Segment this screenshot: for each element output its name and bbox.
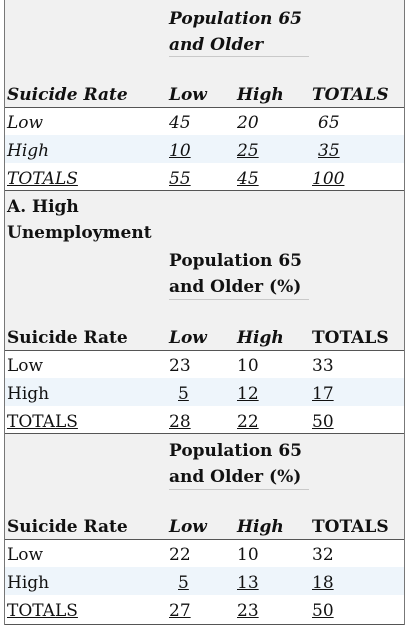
table2-row-label-header: Suicide Rate	[7, 328, 128, 348]
table3-cell: 18	[312, 573, 334, 593]
table3-bottom-rule	[5, 624, 404, 625]
table2-cell: 17	[312, 384, 334, 404]
table1-row-totals-label: TOTALS	[7, 169, 78, 189]
section-a-title-line2: Unemployment	[7, 223, 152, 243]
table1-row-low-band	[5, 107, 404, 135]
table2-row-totals-label: TOTALS	[7, 412, 78, 432]
table1-col-low: Low	[169, 85, 207, 105]
table3-cell: 23	[237, 601, 259, 621]
table1-cell: 65	[318, 113, 340, 133]
table1-cell: 10	[169, 141, 191, 161]
table2-cell: 33	[312, 356, 334, 376]
table3-col-low: Low	[169, 517, 207, 537]
section-a-title-line1: A. High	[7, 197, 79, 217]
table3-header-line1: Population 65	[169, 441, 302, 461]
table1-col-totals: TOTALS	[312, 85, 389, 105]
table3-cell: 50	[312, 601, 334, 621]
table1-cell: 45	[237, 169, 259, 189]
table2-cell: 5	[178, 384, 189, 404]
table1-cell: 35	[318, 141, 340, 161]
table3-header-rule	[5, 539, 404, 540]
table1-cell: 25	[237, 141, 259, 161]
table2-cell: 28	[169, 412, 191, 432]
table3-cell: 13	[237, 573, 259, 593]
table1-cell: 20	[237, 113, 259, 133]
table2-row-low-label: Low	[7, 356, 44, 376]
table1-cell: 100	[312, 169, 345, 189]
table2-row-high-band	[5, 378, 404, 406]
table3-cell: 10	[237, 545, 259, 565]
table1-header-underline	[169, 56, 309, 57]
table3-row-label-header: Suicide Rate	[7, 517, 128, 537]
table2-header-rule	[5, 350, 404, 351]
table3-cell: 22	[169, 545, 191, 565]
table3-row-high-band	[5, 567, 404, 595]
table1-row-high-band	[5, 135, 404, 163]
table2-header-line2: and Older (%)	[169, 277, 302, 297]
table3-header-underline	[169, 489, 309, 490]
table1-col-high: High	[237, 85, 284, 105]
table3-row-low-band	[5, 539, 404, 567]
table3-cell: 32	[312, 545, 334, 565]
document-page	[4, 0, 405, 625]
table2-cell: 22	[237, 412, 259, 432]
table1-cell: 55	[169, 169, 191, 189]
table1-header-line2: and Older	[169, 35, 264, 55]
table3-col-totals: TOTALS	[312, 517, 389, 537]
table1-header-rule	[5, 107, 404, 108]
table3-header-line2: and Older (%)	[169, 467, 302, 487]
table1-row-high-label: High	[7, 141, 50, 161]
table2-col-high: High	[237, 328, 284, 348]
table3-row-low-label: Low	[7, 545, 44, 565]
table2-cell: 23	[169, 356, 191, 376]
table2-cell: 12	[237, 384, 259, 404]
table1-cell: 45	[169, 113, 191, 133]
table3-cell: 27	[169, 601, 191, 621]
table1-row-label-header: Suicide Rate	[7, 85, 128, 105]
table2-col-low: Low	[169, 328, 207, 348]
table2-header-underline	[169, 299, 309, 300]
table1-header-line1: Population 65	[169, 9, 302, 29]
table2-header-line1: Population 65	[169, 251, 302, 271]
table2-cell: 10	[237, 356, 259, 376]
table3-row-high-label: High	[7, 573, 50, 593]
table3-cell: 5	[178, 573, 189, 593]
table2-row-low-band	[5, 350, 404, 378]
table2-row-high-label: High	[7, 384, 50, 404]
table1-row-low-label: Low	[7, 113, 44, 133]
table3-col-high: High	[237, 517, 284, 537]
table2-col-totals: TOTALS	[312, 328, 389, 348]
table2-cell: 50	[312, 412, 334, 432]
table3-row-totals-label: TOTALS	[7, 601, 78, 621]
